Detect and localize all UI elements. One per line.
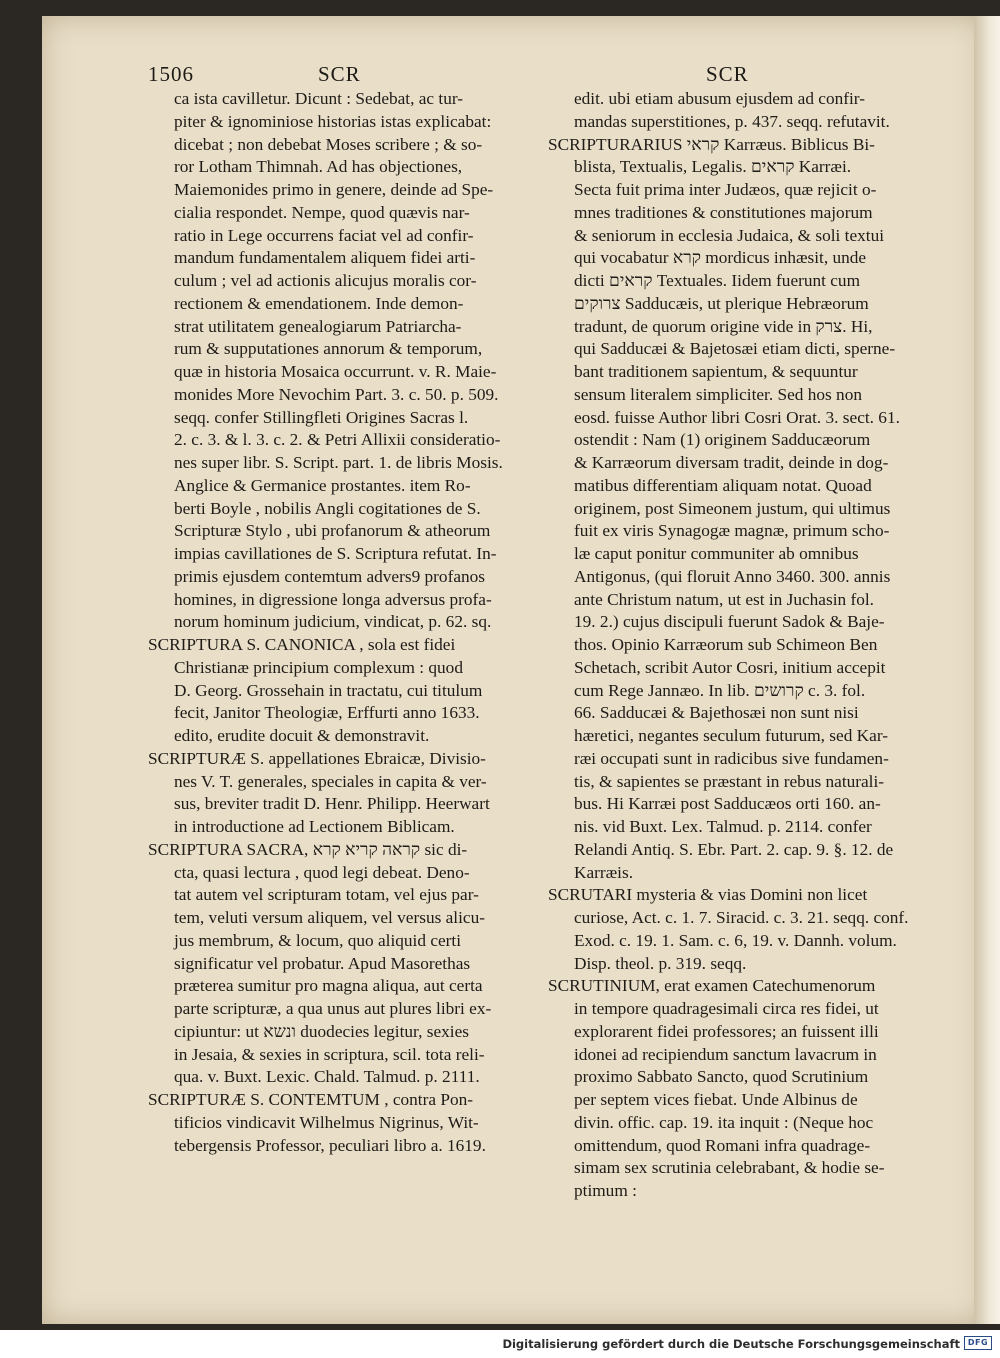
text-line: rum & supputationes annorum & temporum, xyxy=(174,339,483,359)
text-line: Disp. theol. p. 319. seqq. xyxy=(574,953,747,973)
text-line: ante Christum natum, ut est in Juchasin fol. xyxy=(574,589,874,609)
text-line: dicti קראים Textuales. Iidem fuerunt cum xyxy=(574,271,861,290)
text-line: 2. c. 3. & l. 3. c. 2. & Petri Allixii consideratio- xyxy=(174,430,501,450)
text-line: SCRIPTURÆ S. CONTEMTUM , contra Pon- xyxy=(148,1090,474,1109)
text-line: in Jesaia, & sexies in scriptura, scil. tota reli- xyxy=(174,1044,485,1064)
text-line: norum hominum judicium, vindicat, p. 62. sq. xyxy=(174,612,492,632)
text-line: quæ in historia Mosaica occurrunt. v. R. Maie- xyxy=(174,362,497,381)
right-text-column xyxy=(548,88,928,1203)
text-line: D. Georg. Grossehain in tractatu, cui titulum xyxy=(174,680,483,700)
left-text-column xyxy=(148,88,540,1157)
text-line: 66. Sadducæi & Bajethosæi non sunt nisi xyxy=(574,703,859,723)
text-line: tat autem vel scripturam totam, vel ejus par- xyxy=(174,885,479,905)
text-line: strat utilitatem genealogiarum Patriarcha- xyxy=(174,316,462,336)
text-line: seqq. confer Stillingfleti Origines Sacras l. xyxy=(174,407,469,427)
text-line: tebergensis Professor, peculiari libro a. 1619. xyxy=(174,1135,486,1155)
text-line: matibus differentiam aliquam notat. Quoad xyxy=(574,475,872,495)
text-line: culum ; vel ad actionis alicujus moralis cor- xyxy=(174,271,477,290)
text-line: SCRIPTURA S. CANONICA , sola est fidei xyxy=(148,635,456,654)
text-line: curiose, Act. c. 1. 7. Siracid. c. 3. 21. seqq. conf. xyxy=(574,908,909,927)
text-line: Secta fuit prima inter Judæos, quæ rejicit o- xyxy=(574,180,877,199)
text-line: monides More Nevochim Part. 3. c. 50. p. 509. xyxy=(174,384,499,404)
text-line: SCRIPTURA SACRA, קראה קריא קרא sic di- xyxy=(148,839,468,859)
text-line: per septem vices fiebat. Unde Albinus de xyxy=(574,1090,858,1109)
text-line: qui vocabatur קרא mordicus inhæsit, unde xyxy=(574,248,867,268)
text-line: qui Sadducæi & Bajetosæi etiam dicti, sperne- xyxy=(574,339,896,359)
text-line: jus membrum, & locum, quo aliquid certi xyxy=(174,930,462,950)
text-line: ræi occupati sunt in radicibus sive fundamen- xyxy=(574,748,889,768)
text-line: fuit ex viris Synagogæ magnæ, primum scho- xyxy=(574,521,890,541)
text-line: SCRIPTURÆ S. appellationes Ebraicæ, Divisio- xyxy=(148,748,486,768)
text-line: proximo Sabbato Sancto, quod Scrutinium xyxy=(574,1067,869,1087)
text-line: explorarent fidei professores; an fuissent illi xyxy=(574,1021,879,1041)
text-line: tradunt, de quorum origine vide in צרק. Hi, xyxy=(574,316,873,336)
text-line: Relandi Antiq. S. Ebr. Part. 2. cap. 9. §. 12. de xyxy=(574,839,894,859)
text-line: mandas superstitiones, p. 437. seqq. refutavit. xyxy=(574,111,890,131)
text-line: SCRIPTURARIUS קראי Karræus. Biblicus Bi- xyxy=(548,134,875,154)
text-line: divin. offic. cap. 19. ita inquit : (Neque hoc xyxy=(574,1112,874,1132)
text-line: læ caput ponitur communiter ab omnibus xyxy=(574,544,859,563)
text-line: bus. Hi Karræi post Sadducæos orti 160. an- xyxy=(574,794,881,814)
text-line: homines, in digressione longa adversus profa- xyxy=(174,589,492,609)
text-line: Christianæ principium complexum : quod xyxy=(174,657,463,677)
text-line: sus, breviter tradit D. Henr. Philipp. Heerwart xyxy=(174,794,490,814)
text-line: edito, erudite docuit & demonstravit. xyxy=(174,726,430,745)
text-line: Antigonus, (qui floruit Anno 3460. 300. annis xyxy=(574,566,891,586)
right-catchword: SCR xyxy=(706,62,749,86)
left-catchword: SCR xyxy=(318,62,361,86)
text-line: rectionem & emendationem. Inde demon- xyxy=(174,293,464,313)
text-line: idonei ad recipiendum sanctum lavacrum in xyxy=(574,1044,877,1064)
text-line: hæretici, negantes seculum futurum, sed Kar- xyxy=(574,726,888,745)
dfg-logo: DFG xyxy=(964,1336,992,1350)
text-line: SCRUTINIUM, erat examen Catechumenorum xyxy=(548,976,876,996)
text-line: ca ista cavilletur. Dicunt : Sedebat, ac tur- xyxy=(174,89,464,108)
text-line: primis ejusdem contemtum advers9 profanos xyxy=(174,566,485,586)
text-line: mandum fundamentalem aliquem fidei arti- xyxy=(174,248,476,268)
text-line: 19. 2.) cujus discipuli fuerunt Sadok & Baje- xyxy=(574,612,885,632)
text-line: צרוקים Sadducæis, ut plerique Hebræorum xyxy=(574,293,869,313)
text-line: piter & ignominiose historias istas explicabat: xyxy=(174,111,492,131)
text-line: eosd. fuisse Author libri Cosri Orat. 3. sect. 61. xyxy=(574,407,900,427)
text-line: & Karræorum diversam tradit, deinde in dog- xyxy=(574,453,889,472)
text-line: præterea sumitur pro magna aliqua, aut certa xyxy=(174,976,483,996)
text-line: nes super libr. S. Script. part. 1. de libris Mosis. xyxy=(174,453,503,472)
text-line: cta, quasi lectura , quod legi debeat. Deno- xyxy=(174,862,470,882)
text-line: edit. ubi etiam abusum ejusdem ad confir- xyxy=(574,89,865,108)
text-line: omittendum, quod Romani infra quadrage- xyxy=(574,1135,871,1155)
funding-notice: Digitalisierung gefördert durch die Deutsche Forschungsgemeinschaft xyxy=(502,1337,960,1351)
text-line: nis. vid Buxt. Lex. Talmud. p. 2114. confer xyxy=(574,817,872,836)
text-line: blista, Textualis, Legalis. קראים Karræi. xyxy=(574,157,852,177)
text-line: Anglice & Germanice prostantes. item Ro- xyxy=(174,475,471,495)
text-line: ostendit : Nam (1) originem Sadducæorum xyxy=(574,430,871,450)
text-line: nes V. T. generales, speciales in capita & ver- xyxy=(174,771,487,791)
text-line: in tempore quadragesimali circa res fidei, ut xyxy=(574,999,879,1018)
text-line: ratio in Lege occurrens faciat vel ad confir- xyxy=(174,225,474,245)
text-line: cum Rege Jannæo. In lib. קרושים c. 3. fol. xyxy=(574,680,866,700)
text-line: Scripturæ Stylo , ubi profanorum & atheorum xyxy=(174,521,491,541)
text-line: Karræis. xyxy=(574,862,634,882)
text-line: sensum literalem simpliciter. Sed hos non xyxy=(574,384,862,404)
text-line: tis, & sapientes se præstant in rebus naturali- xyxy=(574,771,885,791)
text-line: tem, veluti versum aliquem, vel versus alicu- xyxy=(174,908,485,927)
text-line: significatur vel probatur. Apud Masorethas xyxy=(174,953,471,973)
text-line: simam sex scrutinia celebrabant, & hodie se- xyxy=(574,1158,885,1178)
text-line: impias cavillationes de S. Scriptura refutat. In- xyxy=(174,544,497,563)
text-line: Exod. c. 19. 1. Sam. c. 6, 19. v. Dannh. volum. xyxy=(574,930,897,950)
text-line: parte scripturæ, a qua unus aut plures libri ex- xyxy=(174,999,492,1018)
text-line: ror Lotham Thimnah. Ad has objectiones, xyxy=(174,157,463,177)
text-line: originem, post Simeonem justum, qui ultimus xyxy=(574,498,891,518)
text-line: Maiemonides primo in genere, deinde ad Spe- xyxy=(174,180,494,199)
page-number: 1506 xyxy=(148,62,194,86)
text-line: fecit, Janitor Theologiæ, Erffurti anno 1633. xyxy=(174,703,480,723)
text-line: tificios vindicavit Wilhelmus Nigrinus, Wit- xyxy=(174,1112,479,1132)
text-line: Schetach, scribit Autor Cosri, initium accepit xyxy=(574,657,886,677)
text-line: cialia respondet. Nempe, quod quævis nar- xyxy=(174,202,470,222)
digitization-footer xyxy=(0,1330,1000,1358)
text-line: qua. v. Buxt. Lexic. Chald. Talmud. p. 2111. xyxy=(174,1067,480,1087)
page-edge xyxy=(974,16,1000,1324)
text-line: cipiuntur: ut ונשא duodecies legitur, sexies xyxy=(174,1021,469,1041)
text-line: ptimum : xyxy=(574,1181,637,1200)
text-line: in introductione ad Lectionem Biblicam. xyxy=(174,817,455,836)
text-line: bant traditionem sapientum, & sequuntur xyxy=(574,362,858,381)
text-line: dicebat ; non debebat Moses scribere ; & so- xyxy=(174,134,483,154)
text-line: SCRUTARI mysteria & vias Domini non licet xyxy=(548,885,868,905)
text-line: mnes traditiones & constitutiones majorum xyxy=(574,202,873,222)
text-line: thos. Opinio Karræorum sub Schimeon Ben xyxy=(574,635,878,654)
text-line: berti Boyle , nobilis Angli cogitationes de S. xyxy=(174,498,481,518)
text-line: & seniorum in ecclesia Judaica, & soli textui xyxy=(574,225,885,245)
